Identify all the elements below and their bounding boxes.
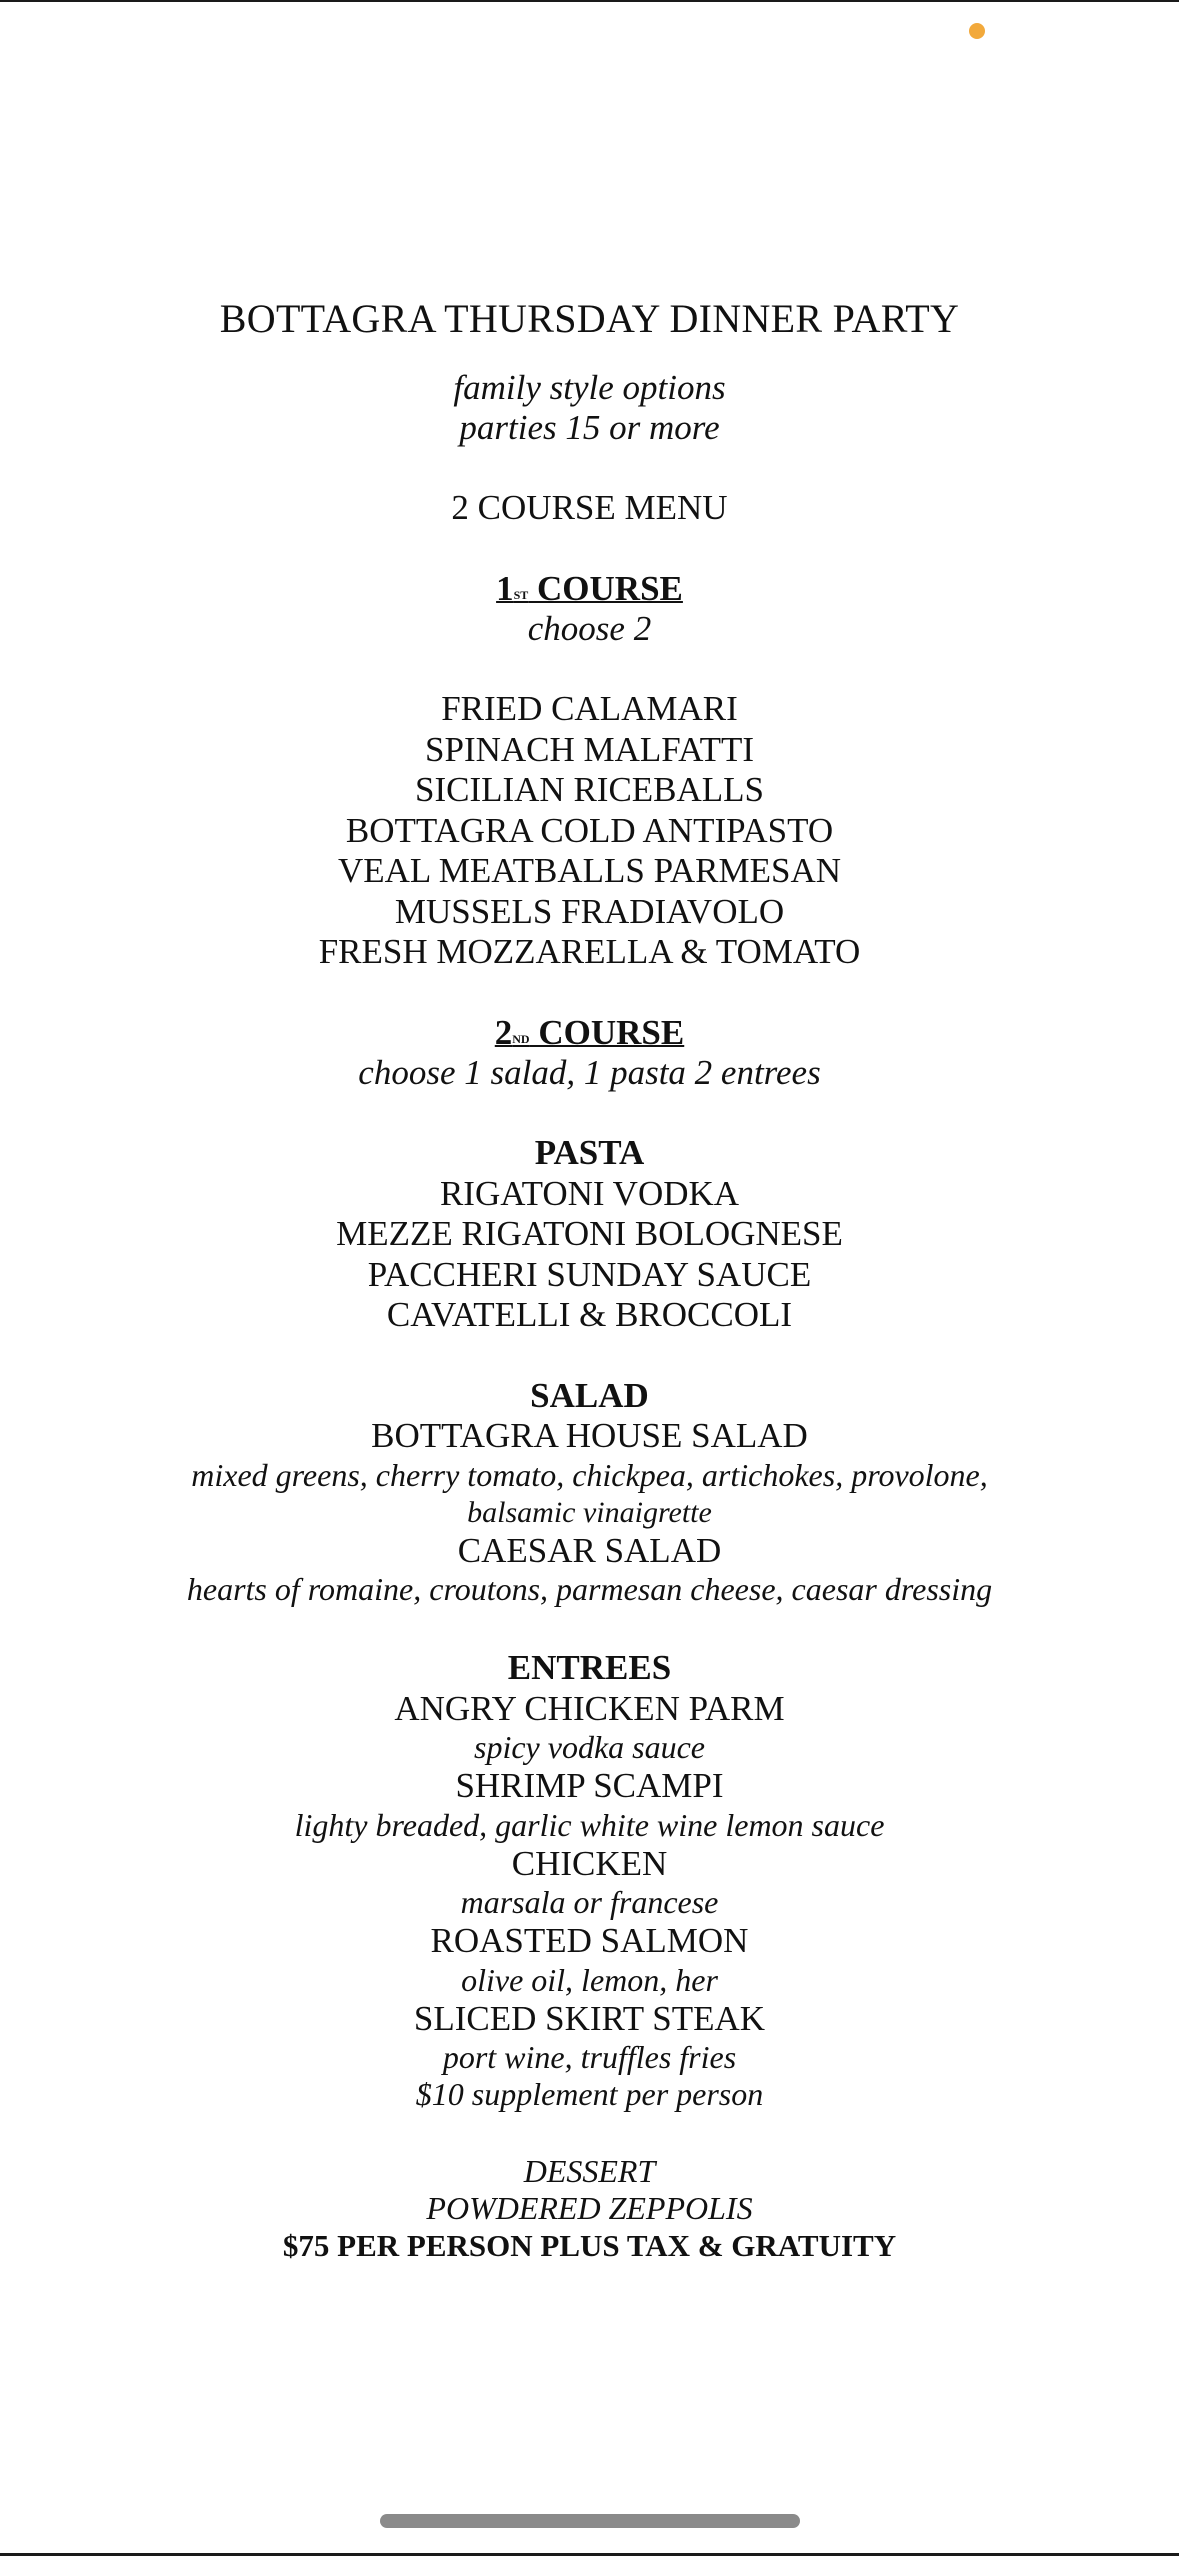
intro-line-1: family style options — [453, 368, 726, 407]
recording-indicator-dot — [969, 23, 985, 39]
first-course-item: MUSSELS FRADIAVOLO — [394, 891, 785, 931]
first-course-item: FRESH MOZZARELLA & TOMATO — [318, 932, 861, 971]
salad-item-description: mixed greens, cherry tomato, chickpea, artichokes, provolone, — [191, 1456, 988, 1493]
entree-description: spicy vodka sauce — [473, 1729, 705, 1765]
salad-item-description: hearts of romaine, croutons, parmesan cheese, caesar dressing — [186, 1571, 993, 1607]
salad-heading: SALAD — [530, 1375, 649, 1415]
menu-title: BOTTAGRA THURSDAY DINNER PARTY — [219, 296, 960, 341]
salad-item-description: balsamic vinaigrette — [467, 1495, 712, 1529]
pasta-item: PACCHERI SUNDAY SAUCE — [367, 1254, 812, 1294]
entree-description: marsala or francese — [460, 1884, 719, 1920]
entrees-heading: ENTREES — [507, 1648, 672, 1687]
second-course-label: COURSE — [529, 1012, 685, 1052]
first-course-item: FRIED CALAMARI — [441, 689, 738, 728]
first-course-number: 1 — [496, 568, 514, 608]
first-course-instruction: choose 2 — [527, 609, 652, 648]
entree-description: lighty breaded, garlic white wine lemon sauce — [294, 1806, 885, 1843]
first-course-item: SICILIAN RICEBALLS — [414, 770, 765, 809]
entree-name: SLICED SKIRT STEAK — [413, 1998, 766, 2038]
first-course-item: SPINACH MALFATTI — [425, 729, 754, 769]
price-line: $75 PER PERSON PLUS TAX & GRATUITY — [282, 2228, 897, 2263]
pasta-item: MEZZE RIGATONI BOLOGNESE — [336, 1214, 843, 1253]
first-course-item: VEAL MEATBALLS PARMESAN — [337, 851, 842, 890]
entree-supplement-note: $10 supplement per person — [415, 2076, 764, 2112]
entree-name: CHICKEN — [511, 1843, 668, 1883]
second-course-ordinal: ND — [512, 1031, 530, 1046]
dessert-heading: DESSERT — [523, 2153, 656, 2189]
salad-item-name: CAESAR SALAD — [457, 1530, 722, 1570]
home-indicator[interactable] — [380, 2514, 800, 2528]
entree-name: ANGRY CHICKEN PARM — [394, 1688, 785, 1728]
first-course-ordinal: ST — [513, 587, 529, 602]
second-course-instruction: choose 1 salad, 1 pasta 2 entrees — [358, 1053, 821, 1092]
entree-description: olive oil, lemon, her — [461, 1961, 718, 1998]
dinner-menu — [0, 290, 1179, 2264]
salad-item-name: BOTTAGRA HOUSE SALAD — [371, 1416, 808, 1455]
entree-name: ROASTED SALMON — [430, 1921, 749, 1960]
pasta-item: RIGATONI VODKA — [439, 1173, 740, 1213]
first-course-item: BOTTAGRA COLD ANTIPASTO — [345, 810, 834, 850]
top-border — [0, 0, 1179, 2]
dessert-item: POWDERED ZEPPOLIS — [426, 2190, 753, 2226]
entree-description: port wine, truffles fries — [442, 2039, 737, 2075]
pasta-heading: PASTA — [534, 1133, 645, 1172]
first-course-label: COURSE — [528, 568, 683, 608]
menu-type: 2 COURSE MENU — [451, 488, 728, 527]
intro-line-2: parties 15 or more — [459, 408, 720, 447]
entree-name: SHRIMP SCAMPI — [455, 1766, 724, 1805]
second-course-number: 2 — [494, 1012, 513, 1052]
pasta-item: CAVATELLI & BROCCOLI — [386, 1295, 793, 1334]
second-course-heading — [0, 1013, 1179, 1054]
first-course-heading — [0, 569, 1179, 610]
